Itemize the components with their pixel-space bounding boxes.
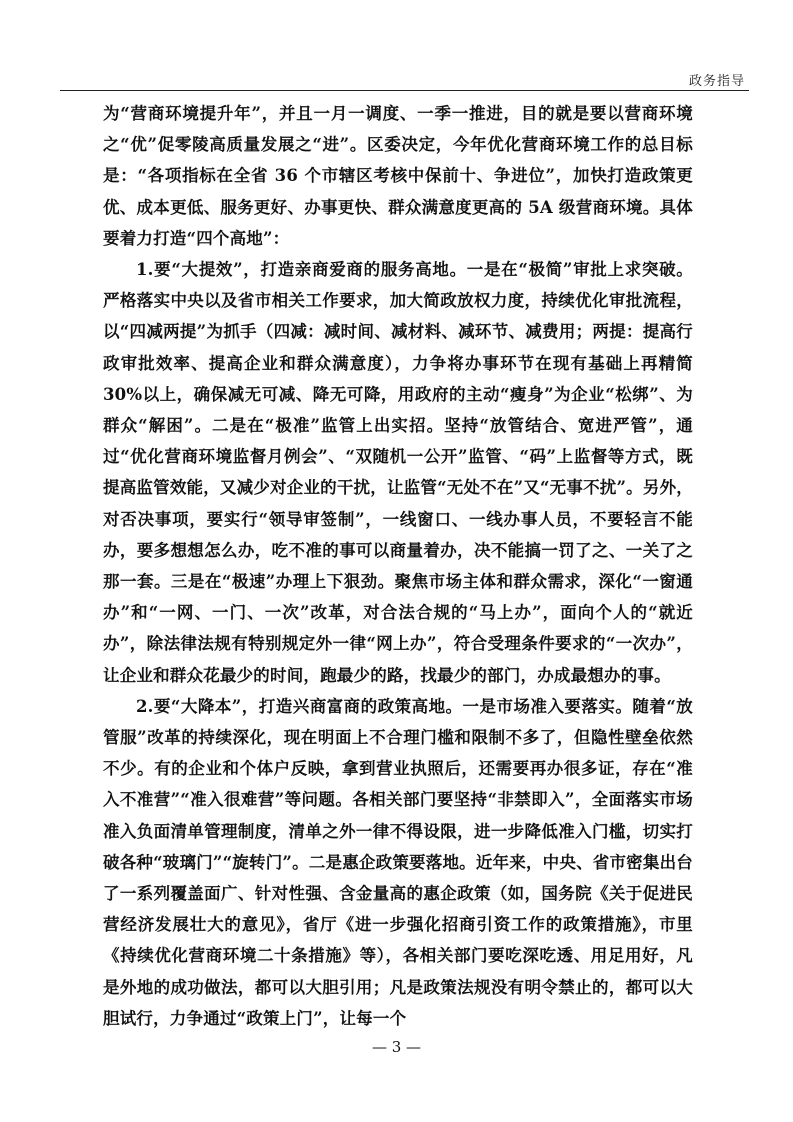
section-label: 政务指导 (688, 74, 745, 89)
document-body (103, 98, 693, 1034)
paragraph-service-highland: 1.要“大提效”，打造亲商爱商的服务高地。一是在“极简”审批上求突破。严格落实中央以及省市相关工作要求，加大简政放权力度，持续优化审批流程，以“四减两提”为抓手（四减：减时间、减材料、减环节、减费用；两提：提高行政审批效率、提高企业和群众满意度），力争将办事环节在现有基础上再精简 30%以上，确保减无可减、降无可降，用政府的主动“瘦身”为企业“松绑”、为群众“解困”。二是在“极准”监管上出实招。坚持“放管结合、宽进严管”，通过“优化营商环境监督月例会”、“双随机一公开”监管、“码”上监督等方式，既提高监管效能，又减少对企业的干扰，让监管“无处不在”又“无事不扰”。另外，对否决事项，要实行“领导审签制”，一线窗口、一线办事人员，不要轻言不能办，要多想想怎么办，吃不准的事可以商量着办，决不能搞一罚了之、一关了之那一套。三是在“极速”办理上下狠劲。聚焦市场主体和群众需求，深化“一窗通办”和“一网、一门、一次”改革，对合法合规的“马上办”，面向个人的“就近办”，除法律法规有特别规定外一律“网上办”，符合受理条件要求的“一次办”，让企业和群众花最少的时间，跑最少的路，找最少的部门，办成最想办的事。 (103, 260, 693, 685)
header-divider (60, 90, 749, 91)
paragraph-policy-highland: 2.要“大降本”，打造兴商富商的政策高地。一是市场准入要落实。随着“放管服”改革的持续深化，现在明面上不合理门槛和限制不多了，但隐性壁垒依然不少。有的企业和个体户反映，拿到营业执照后，还需要再办很多证，存在“准入不准营”“准入很难营”等问题。各相关部门要坚持“非禁即入”，全面落实市场准入负面清单管理制度，清单之外一律不得设限，进一步降低准入门槛，切实打破各种“玻璃门”“旋转门”。二是惠企政策要落地。近年来，中央、省市密集出台了一系列覆盖面广、针对性强、含金量高的惠企政策（如，国务院《关于促进民营经济发展壮大的意见》，省厅《进一步强化招商引资工作的政策措施》，市里《持续优化营商环境二十条措施》等），各相关部门要吃深吃透、用足用好，凡是外地的成功做法，都可以大胆引用；凡是政策法规没有明令禁止的，都可以大胆试行，力争通过“政策上门”，让每一个 (103, 696, 693, 1028)
page-number: — 3 — (371, 1038, 422, 1056)
paragraph-continuation: 为“营商环境提升年”，并且一月一调度、一季一推进，目的就是要以营商环境之“优”促零陵高质量发展之“进”。区委决定，今年优化营商环境工作的总目标是：“各项指标在全省 36 个市辖区考核中保前十、争进位”，加快打造政策更优、成本更低、服务更好、办事更快、群众满意度更高的 5A 级营商环境。具体要着力打造“四个高地”： (103, 104, 693, 248)
